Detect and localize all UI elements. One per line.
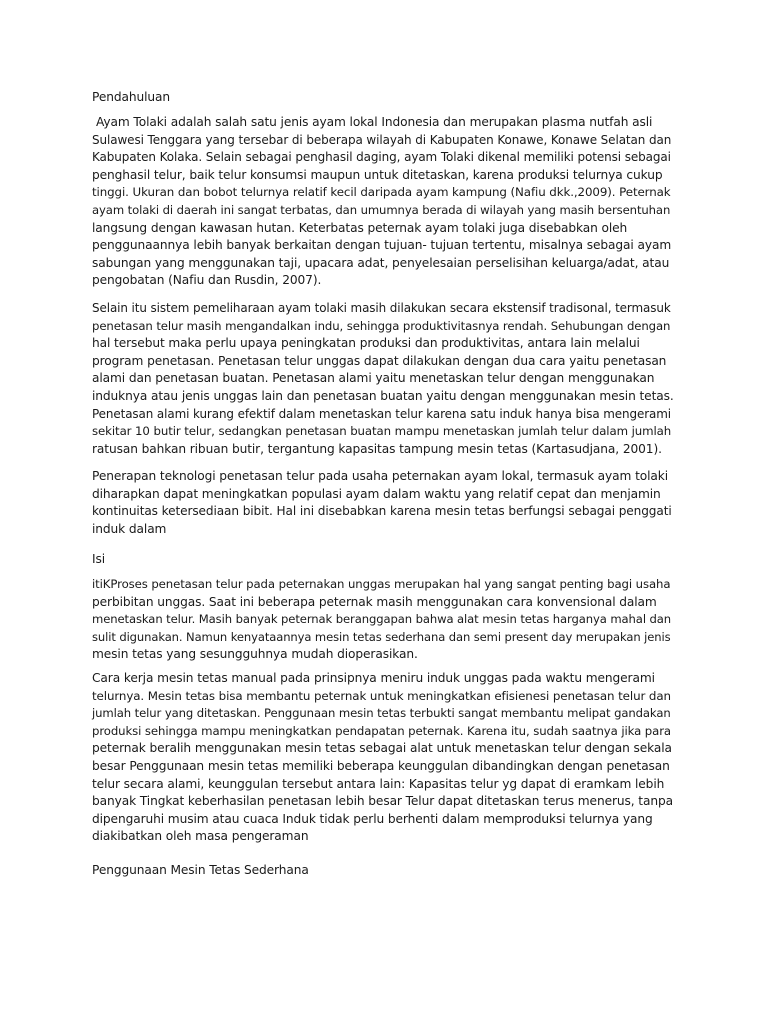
text-line: jumlah telur yang ditetaskan. Penggunaan mesin tetas terbukti sangat membantu melipat gandakan xyxy=(92,706,671,721)
paragraph-cara-kerja xyxy=(92,670,674,846)
text-line: penggunaannya lebih banyak berkaitan dengan tujuan- tujuan tertentu, misalnya sebagai ayam xyxy=(92,238,672,253)
text-line: Penerapan teknologi penetasan telur pada usaha peternakan ayam lokal, termasuk ayam tolaki xyxy=(92,469,668,483)
text-line: ayam tolaki di daerah ini sangat terbatas, dan umumnya berada di wilayah yang masih bersentuhan xyxy=(92,202,671,217)
text-line: dipengaruhi musim atau cuaca Induk tidak perlu berhenti dalam memproduksi telurnya yang xyxy=(92,811,653,826)
text-line: sekitar 10 butir telur, sedangkan penetasan buatan mampu menetaskan jumlah telur dalam jumlah xyxy=(92,424,672,439)
text-line: perbibitan unggas. Saat ini beberapa peternak masih menggunakan cara konvensional dalam xyxy=(92,594,657,609)
text-line: Cara kerja mesin tetas manual pada prinsipnya meniru induk unggas pada waktu mengerami xyxy=(92,671,655,685)
text-line: besar Penggunaan mesin tetas memiliki beberapa keunggulan dibandingkan dengan penetasan xyxy=(92,758,670,773)
text-line: langsung dengan kawasan hutan. Keterbatas peternak ayam tolaki juga disebabkan oleh xyxy=(92,220,628,235)
text-line: pengobatan (Nafiu dan Rusdin, 2007). xyxy=(92,273,322,288)
text-line: induknya atau jenis unggas lain dan penetasan buatan yaitu dengan menggunakan mesin tetas. xyxy=(92,388,674,403)
paragraph-proses-penetasan xyxy=(92,576,674,664)
text-line: induk dalam xyxy=(92,521,167,536)
text-line: Sulawesi Tenggara yang tersebar di beberapa wilayah di Kabupaten Konawe, Konawe Selatan dan xyxy=(92,132,672,147)
text-line: penghasil telur, baik telur konsumsi maupun untuk ditetaskan, karena produksi telurnya cukup xyxy=(92,167,663,182)
text-line: diakibatkan oleh masa pengeraman xyxy=(92,829,309,844)
text-line: peternak beralih menggunakan mesin tetas sebagai alat untuk menetaskan telur dengan sekala xyxy=(92,741,672,756)
text-line: tinggi. Ukuran dan bobot telurnya relatif kecil daripada ayam kampung (Nafiu dkk.,2009). Peternak xyxy=(92,185,671,200)
text-line: penetasan telur masih mengandalkan indu, sehingga produktivitasnya rendah. Sehubungan dengan xyxy=(92,318,671,333)
text-line: itiKProses penetasan telur pada peternakan unggas merupakan hal yang sangat penting bagi usaha xyxy=(92,577,671,591)
text-line: banyak Tingkat keberhasilan penetasan lebih besar Telur dapat ditetaskan terus menerus, tanpa xyxy=(92,794,673,809)
text-line: ratusan bahkan ribuan butir, tergantung kapasitas tampung mesin tetas (Kartasudjana, 2001). xyxy=(92,441,662,456)
text-line: produksi sehingga mampu meningkatkan pendapatan peternak. Karena itu, sudah saatnya jika para xyxy=(92,723,671,738)
heading-pendahuluan: Pendahuluan xyxy=(92,90,170,104)
text-line: telurnya. Mesin tetas bisa membantu peternak untuk meningkatkan efisienesi penetasan telur dan xyxy=(92,688,671,703)
text-line: program penetasan. Penetasan telur unggas dapat dilakukan dengan dua cara yaitu penetasan xyxy=(92,353,667,368)
heading-penggunaan-mesin-tetas: Penggunaan Mesin Tetas Sederhana xyxy=(92,863,309,877)
paragraph-penerapan-teknologi xyxy=(92,468,674,538)
heading-isi: Isi xyxy=(92,552,106,566)
text-line: Selain itu sistem pemeliharaan ayam tolaki masih dilakukan secara ekstensif tradisonal, termasuk xyxy=(92,301,671,315)
text-line: sabungan yang menggunakan taji, upacara adat, penyelesaian perselisihan keluarga/adat, atau xyxy=(92,255,670,270)
paragraph-sistem-pemeliharaan xyxy=(92,300,674,458)
text-line: Penetasan alami kurang efektif dalam menetaskan telur karena satu induk hanya bisa mengerami xyxy=(92,406,671,421)
text-line: diharapkan dapat meningkatkan populasi ayam dalam waktu yang relatif cepat dan menjamin xyxy=(92,486,661,501)
text-line: hal tersebut maka perlu upaya peningkatan produksi dan produktivitas, antara lain melalui xyxy=(92,336,640,351)
text-line: mesin tetas yang sesungguhnya mudah dioperasikan. xyxy=(92,647,418,662)
text-line: menetaskan telur. Masih banyak peternak beranggapan bahwa alat mesin tetas harganya mahal dan xyxy=(92,612,672,627)
text-line: kontinuitas ketersediaan bibit. Hal ini disebabkan karena mesin tetas berfungsi sebagai penggati xyxy=(92,504,672,519)
text-line: telur secara alami, keunggulan tersebut antara lain: Kapasitas telur yg dapat di eramkam lebih xyxy=(92,776,665,791)
text-line: sulit digunakan. Namun kenyataannya mesin tetas sederhana dan semi present day merupakan jenis xyxy=(92,629,671,644)
paragraph-intro xyxy=(92,114,674,290)
text-line: Ayam Tolaki adalah salah satu jenis ayam lokal Indonesia dan merupakan plasma nutfah asli xyxy=(96,115,653,129)
text-line: alami dan penetasan buatan. Penetasan alami yaitu menetaskan telur dengan menggunakan xyxy=(92,371,655,386)
text-line: Kabupaten Kolaka. Selain sebagai penghasil daging, ayam Tolaki dikenal memiliki potensi sebagai xyxy=(92,150,671,165)
